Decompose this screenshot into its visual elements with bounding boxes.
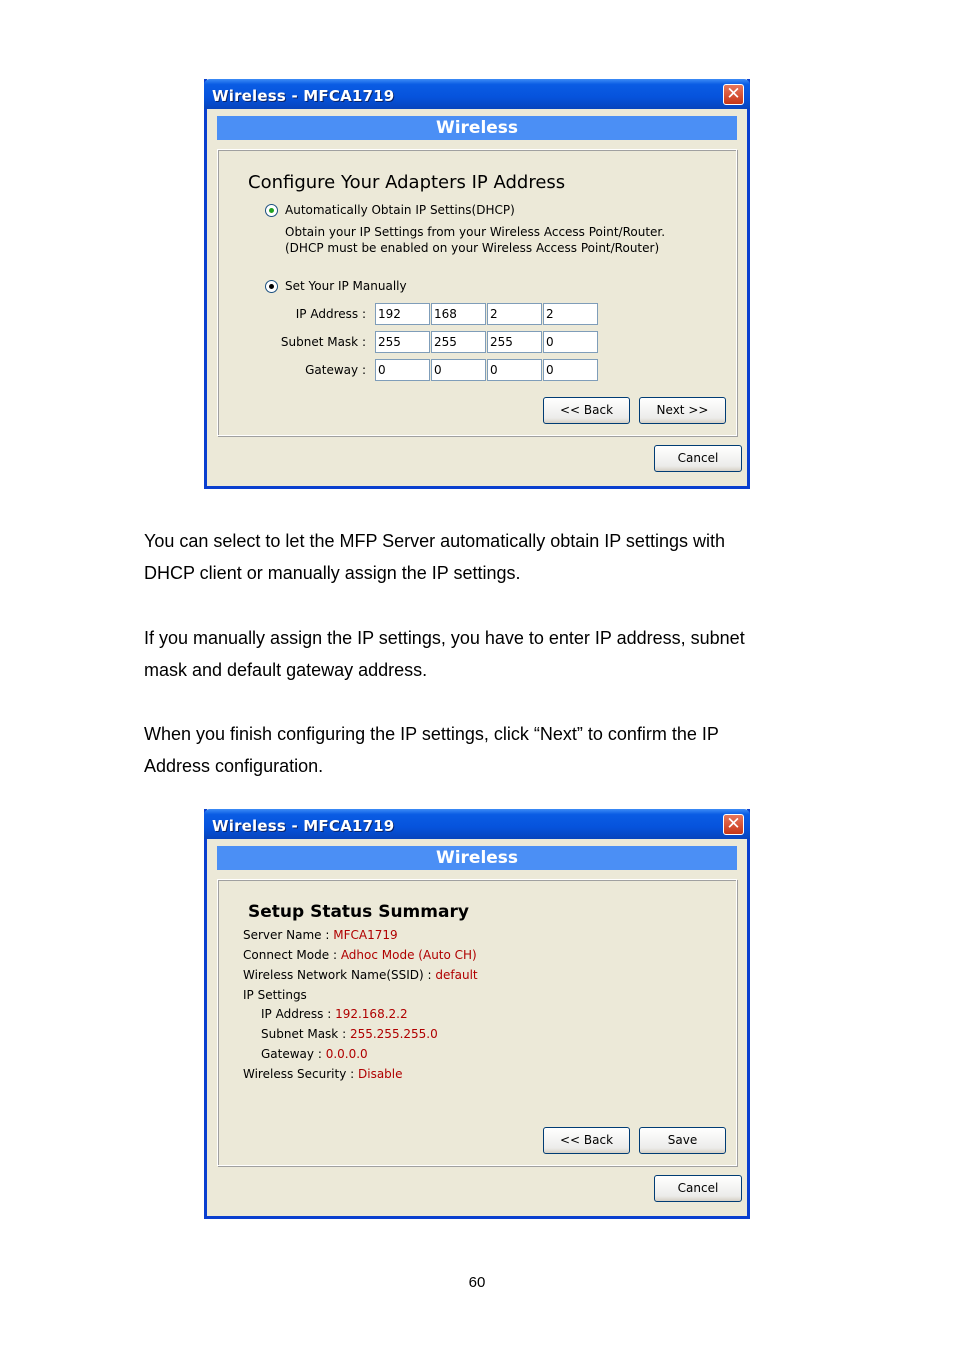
security-value: Disable [358,1067,403,1081]
content-panel [217,879,737,1166]
dhcp-radio[interactable] [265,204,278,217]
manual-radio[interactable] [265,280,278,293]
gateway-row [261,1047,368,1061]
ip-address-row [261,1007,408,1021]
summary-heading: Setup Status Summary [248,902,469,922]
subnet-mask-value: 255.255.255.0 [349,1027,438,1041]
ip-octet-1[interactable]: 192 [375,303,430,325]
radio-dot-icon [269,208,274,213]
mask-octet-2[interactable]: 255 [431,331,486,353]
mask-octet-4[interactable]: 0 [543,331,598,353]
connect-mode-row [243,948,477,962]
manual-option-label[interactable]: Set Your IP Manually [285,279,407,293]
gateway-octet-1[interactable]: 0 [375,359,430,381]
mask-octet-3[interactable]: 255 [487,331,542,353]
server-name-label: Server Name : [243,928,330,942]
dhcp-option-label[interactable]: Automatically Obtain IP Settins(DHCP) [285,203,515,217]
gateway-octet-3[interactable]: 0 [487,359,542,381]
paragraph-3-line-2: Address configuration. [144,756,324,776]
server-name-value: MFCA1719 [333,928,398,942]
radio-selected-icon [269,284,274,289]
server-name-row [243,928,398,942]
ip-settings-label: IP Settings [243,988,307,1002]
title-bar[interactable] [204,79,750,109]
next-button[interactable]: Next >> [639,397,726,424]
gateway-octet-4[interactable]: 0 [543,359,598,381]
ip-address-value: 192.168.2.2 [335,1007,408,1021]
close-icon[interactable]: ✕ [723,814,744,835]
ssid-label: Wireless Network Name(SSID) : [243,968,432,982]
ssid-value: default [435,968,478,982]
subnet-mask-row [261,1027,438,1041]
ip-octet-4[interactable]: 2 [543,303,598,325]
subnet-mask-label: Subnet Mask : [280,335,366,349]
wireless-banner: Wireless [217,116,737,140]
ip-octet-3[interactable]: 2 [487,303,542,325]
paragraph-3 [144,718,824,782]
paragraph-1 [144,525,824,589]
security-label: Wireless Security : [243,1067,355,1081]
back-button[interactable]: << Back [543,1127,630,1154]
paragraph-1-line-2: DHCP client or manually assign the IP settings. [144,563,521,583]
page-heading: Configure Your Adapters IP Address [248,172,566,193]
gateway-octet-2[interactable]: 0 [431,359,486,381]
paragraph-2-line-2: mask and default gateway address. [144,660,428,680]
content-panel [217,149,737,436]
paragraph-3-line-1: When you finish configuring the IP settings, click “Next” to confirm the IP [144,724,719,744]
gateway-label: Gateway : [261,1047,322,1061]
ssid-row [243,968,478,982]
subnet-mask-label: Subnet Mask : [261,1027,347,1041]
window-title: Wireless - MFCA1719 [212,817,395,835]
title-bar[interactable] [204,809,750,839]
page-number: 60 [468,1274,486,1291]
paragraph-2 [144,622,824,686]
cancel-button[interactable]: Cancel [654,1175,742,1202]
gateway-value: 0.0.0.0 [325,1047,368,1061]
back-button[interactable]: << Back [543,397,630,424]
setup-summary-dialog [204,809,750,1219]
ip-address-label: IP Address : [261,1007,332,1021]
security-row [243,1067,403,1081]
paragraph-2-line-1: If you manually assign the IP settings, you have to enter IP address, subnet [144,628,745,648]
ip-octet-2[interactable]: 168 [431,303,486,325]
gateway-label: Gateway : [305,363,366,377]
dhcp-note-line1: Obtain your IP Settings from your Wireless Access Point/Router. [285,225,666,239]
paragraph-1-line-1: You can select to let the MFP Server automatically obtain IP settings with [144,531,725,551]
cancel-button[interactable]: Cancel [654,445,742,472]
connect-mode-label: Connect Mode : [243,948,337,962]
close-icon[interactable]: ✕ [723,84,744,105]
configure-ip-dialog [204,79,750,489]
ip-address-label: IP Address : [295,307,366,321]
window-title: Wireless - MFCA1719 [212,87,395,105]
wireless-banner: Wireless [217,846,737,870]
mask-octet-1[interactable]: 255 [375,331,430,353]
dhcp-note-line2: (DHCP must be enabled on your Wireless Access Point/Router) [285,241,660,255]
connect-mode-value: Adhoc Mode (Auto CH) [340,948,477,962]
save-button[interactable]: Save [639,1127,726,1154]
